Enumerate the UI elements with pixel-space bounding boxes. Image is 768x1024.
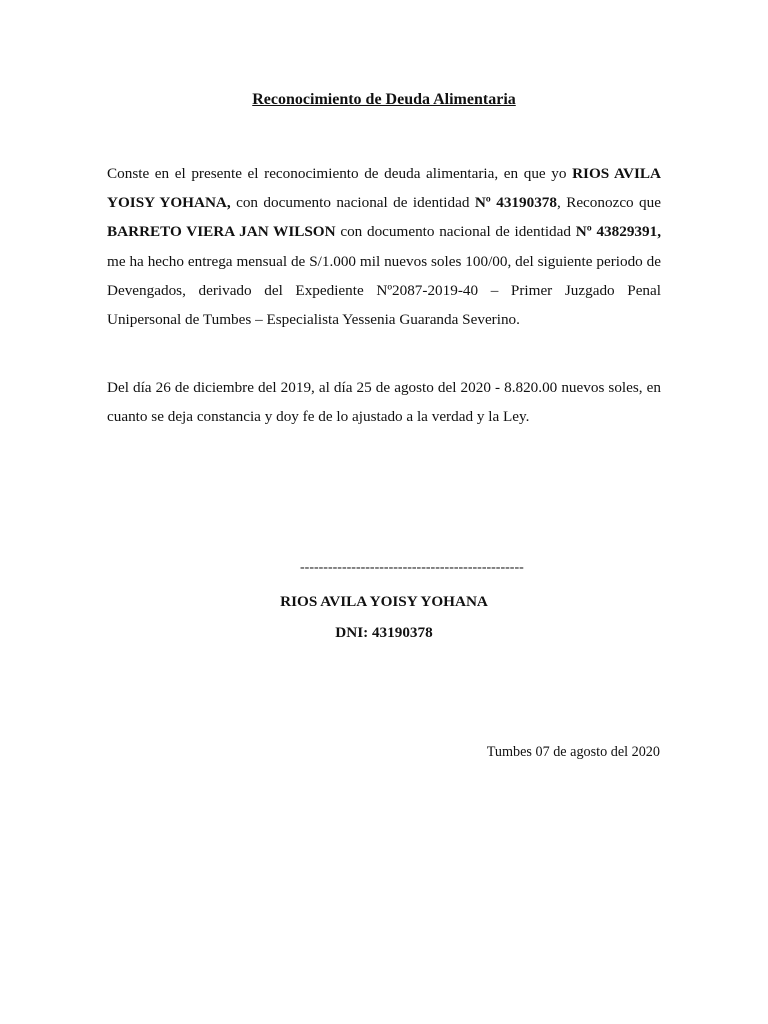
document-title: Reconocimiento de Deuda Alimentaria [252,91,516,108]
payer-dni: Nº 43829391, [575,223,661,241]
paragraph-period: Del día 26 de diciembre del 2019, al día 25 de agosto del 2020 - 8.820.00 nuevos soles, en cuanto se deja constancia y doy fe de lo ajustado a la verdad y la Ley. [107,379,661,426]
paragraph-text: Conste en el presente el reconocimiento de deuda alimentaria, en que yo [107,165,573,182]
signature-dni: DNI: 43190378 [335,624,433,641]
place-and-date: Tumbes 07 de agosto del 2020 [486,744,660,760]
paragraph-text: con documento nacional de identidad [335,223,576,241]
paragraph-text: , Reconozco que [556,194,661,212]
signature-name: RIOS AVILA YOISY YOHANA [280,593,488,610]
paragraph-text: con documento nacional de identidad [230,194,475,212]
debtor-name: RIOS AVILA YOISY YOHANA, [107,165,661,212]
debtor-dni: Nº 43190378 [474,194,557,212]
payer-name: BARRETO VIERA JAN WILSON [107,223,336,241]
paragraph-text: me ha hecho entrega mensual de S/1.000 mil nuevos soles 100/00, del siguiente periodo de Devengados, derivado del Expediente Nº2087-2019-40 – Primer Juzgado Penal Unipersonal de Tumbes – Especialista Yessenia Guaranda Severino. [107,252,661,329]
signature-line: ------------------------------------------------ [300,560,524,575]
paragraph-acknowledgment [107,159,661,334]
